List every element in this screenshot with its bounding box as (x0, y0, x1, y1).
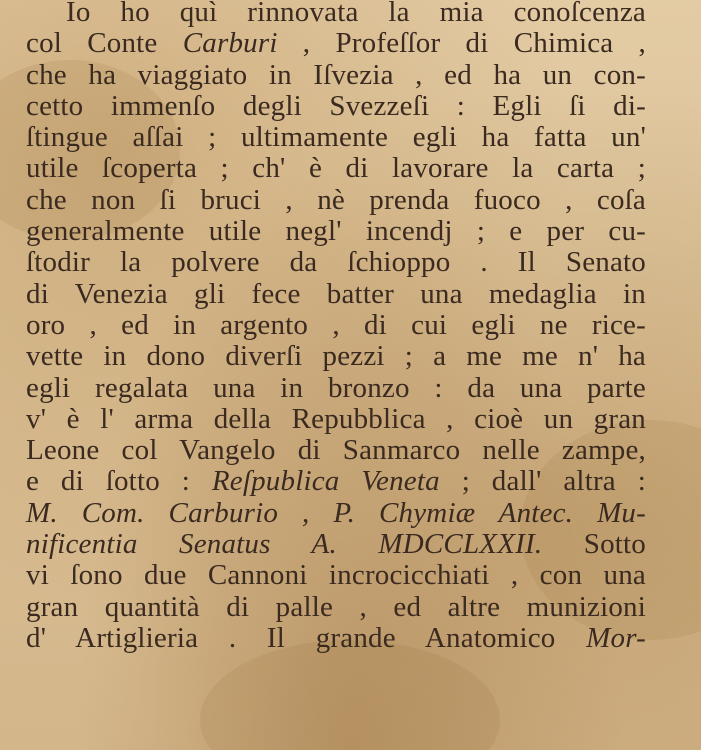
text-line (26, 91, 646, 122)
line-text: egli regalata una in bronzo : da una parte (26, 371, 646, 404)
line-text: oro , ed in argento , di cui egli ne rice- (26, 308, 646, 341)
line-text: gran quantità di palle , ed altre munizioni (26, 590, 646, 623)
text-line (26, 247, 646, 278)
line-text: utile ſcoperta ; ch' è di lavorare la carta ; (26, 152, 646, 185)
text-line (26, 498, 646, 529)
line-text: v' è l' arma della Repubblica , cioè un gran (26, 402, 646, 435)
line-text: d' Artiglieria . Il grande Anatomico Mor- (26, 621, 646, 654)
text-line (26, 466, 646, 497)
text-line (26, 153, 646, 184)
text-line (26, 28, 646, 59)
line-text: vi ſono due Cannoni incrocicchiati , con una (26, 559, 646, 592)
text-line (26, 279, 646, 310)
text-line (26, 373, 646, 404)
text-line (26, 185, 646, 216)
line-text: M. Com. Carburio , P. Chymiæ Antec. Mu- (26, 496, 646, 529)
page-text-block (26, 0, 646, 654)
line-text: vette in dono diverſi pezzi ; a me me n' ha (26, 340, 646, 373)
text-line (26, 623, 646, 654)
line-text: col Conte Carburi , Profeſſor di Chimica , (26, 27, 647, 60)
line-text: Leone col Vangelo di Sanmarco nelle zampe, (26, 434, 646, 467)
line-text-italic: Reſpublica Veneta (211, 465, 440, 498)
text-line (26, 0, 646, 28)
text-line (26, 435, 646, 466)
text-line (26, 310, 646, 341)
text-line (26, 216, 646, 247)
text-line (26, 560, 646, 591)
text-line (26, 60, 646, 91)
line-text-italic: nificentia Senatus A. MDCCLXXII. (26, 528, 543, 561)
line-text: ſtingue aſſai ; ultimamente egli ha fatta un' (26, 121, 646, 154)
line-text: nificentia Senatus A. MDCCLXXII. Sotto (26, 528, 646, 561)
line-text: generalmente utile negl' incendj ; e per cu- (26, 215, 646, 248)
text-line (26, 122, 646, 153)
text-line (26, 404, 646, 435)
line-text: cetto immenſo degli Svezzeſi : Egli ſi di- (26, 89, 646, 122)
paper-stain (200, 640, 500, 750)
line-text-italic: Mor- (586, 621, 646, 654)
line-text: ſtodir la polvere da ſchioppo . Il Senato (26, 246, 646, 279)
line-text-italic: Carburi (182, 27, 278, 60)
text-line (26, 592, 646, 623)
line-text: che ha viaggiato in Iſvezia , ed ha un con- (26, 58, 646, 91)
line-text: di Venezia gli fece batter una medaglia in (26, 277, 646, 310)
text-line (26, 341, 646, 372)
line-text: e di ſotto : Reſpublica Veneta ; dall' altra : (26, 465, 646, 498)
text-line (26, 529, 646, 560)
line-text: Io ho quì rinnovata la mia conoſcenza (66, 0, 646, 28)
line-text: che non ſi bruci , nè prenda fuoco , coſa (26, 183, 646, 216)
